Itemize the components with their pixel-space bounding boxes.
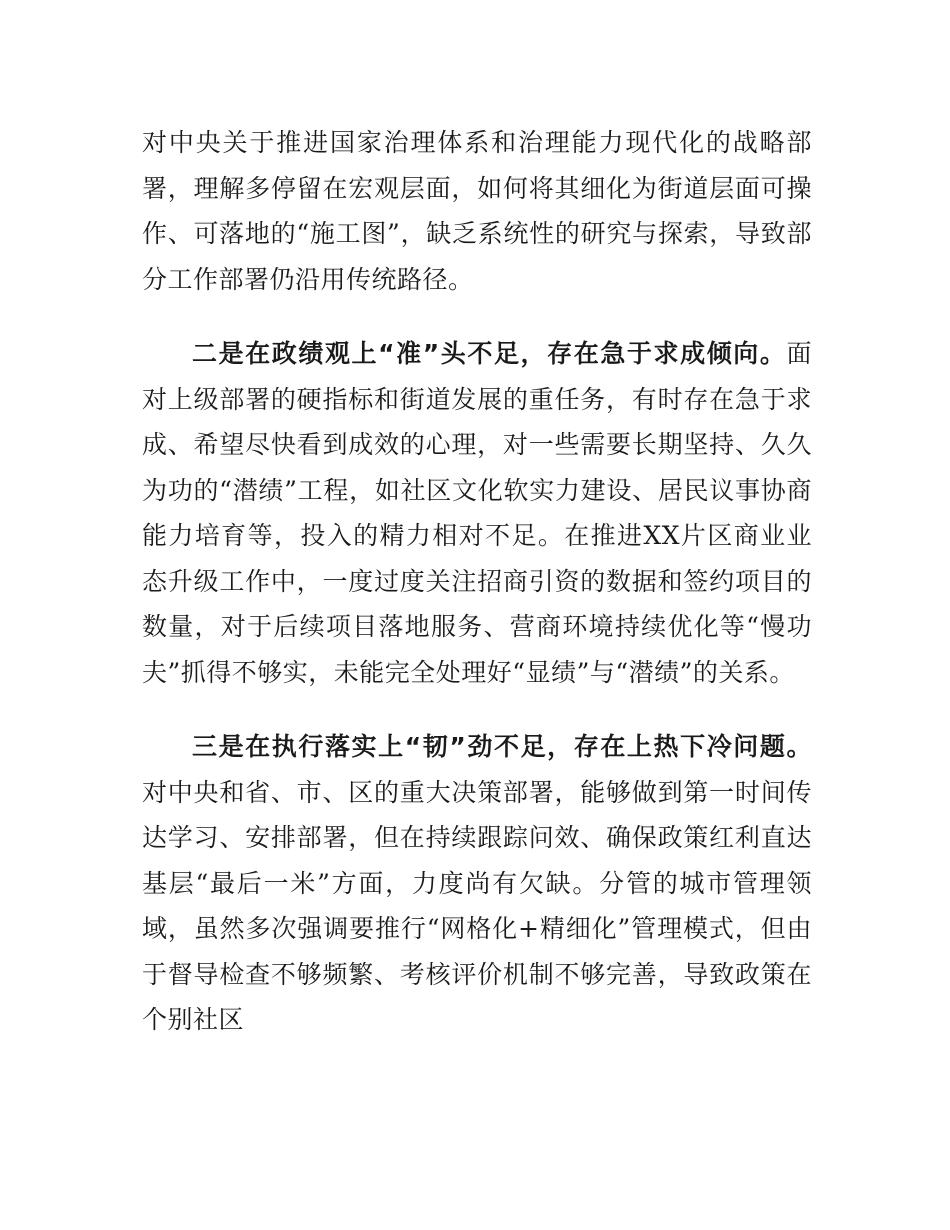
paragraph-3-lead: 三是在执行落实上“韧”劲不足，存在上热下冷问题。 [192, 732, 812, 761]
paragraph-2-lead: 二是在政绩观上“准”头不足，存在急于求成倾向。 [192, 339, 787, 368]
paragraph-1 [142, 120, 812, 302]
paragraph-3-text: 对中央和省、市、区的重大决策部署，能够做到第一时间传达学习、安排部署，但在持续跟踪问效、确保政策红利直达基层“最后一米”方面，力度尚有欠缺。分管的城市管理领域，虽然多次强调要推行“网格化+精细化”管理模式，但由于督导检查不够频繁、考核评价机制不够完善，导致政策在个别社区 [142, 777, 812, 1034]
paragraph-3 [142, 724, 812, 1043]
paragraph-2 [142, 331, 812, 695]
paragraph-1-text: 对中央关于推进国家治理体系和治理能力现代化的战略部署，理解多停留在宏观层面，如何将其细化为街道层面可操作、可落地的“施工图”，缺乏系统性的研究与探索，导致部分工作部署仍沿用传统路径。 [142, 128, 812, 294]
document-body [142, 120, 812, 1043]
paragraph-2-text: 面对上级部署的硬指标和街道发展的重任务，有时存在急于求成、希望尽快看到成效的心理，对一些需要长期坚持、久久为功的“潜绩”工程，如社区文化软实力建设、居民议事协商能力培育等，投入的精力相对不足。在推进XX片区商业业态升级工作中，一度过度关注招商引资的数据和签约项目的数量，对于后续项目落地服务、营商环境持续优化等“慢功夫”抓得不够实，未能完全处理好“显绩”与“潜绩”的关系。 [142, 339, 812, 687]
